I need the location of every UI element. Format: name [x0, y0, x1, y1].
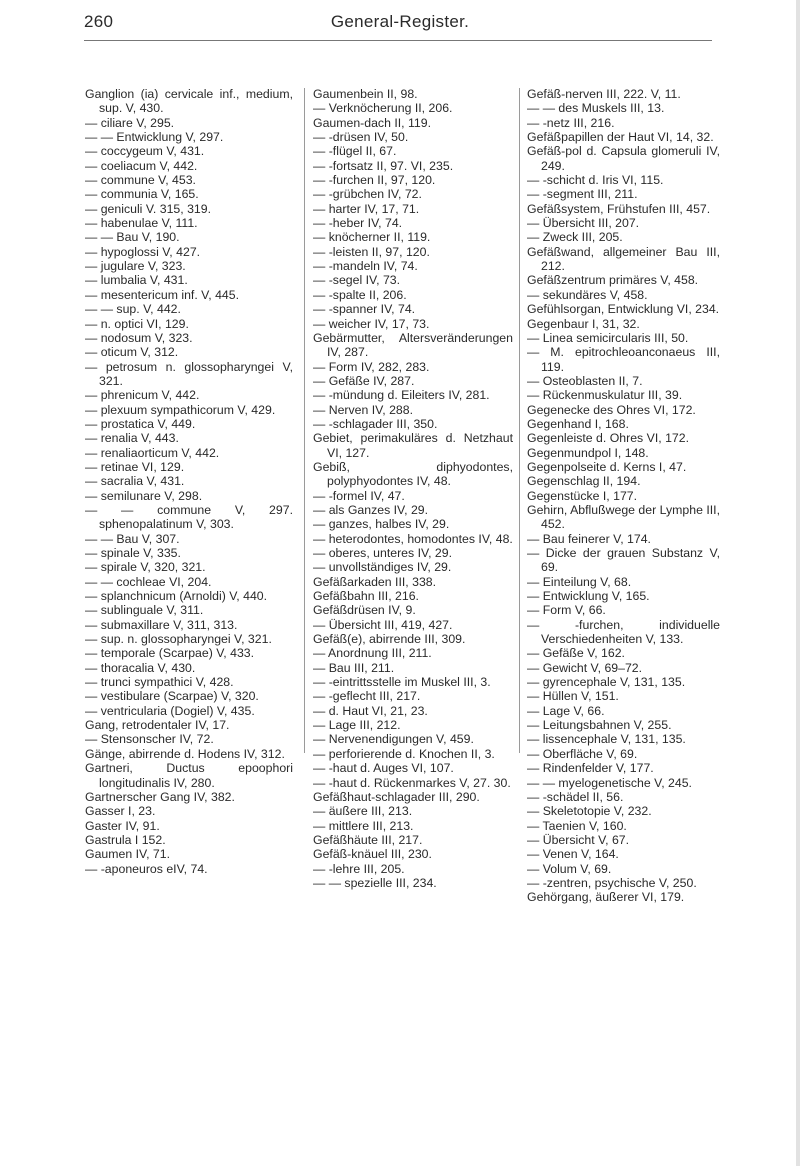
index-entry: — Venen V, 164.	[527, 847, 619, 862]
index-entry: — perforierende d. Knochen II, 3.	[313, 746, 495, 761]
index-entry: — renaliaorticum V, 442.	[85, 445, 220, 460]
index-entry: — Zweck III, 205.	[527, 230, 623, 245]
index-entry: Gefäß-nerven III, 222. V, 11.	[527, 87, 681, 101]
index-entry: — Skeletotopie V, 232.	[527, 804, 652, 819]
index-entry: — coccygeum V, 431.	[85, 144, 205, 159]
index-entry: — harter IV, 17, 71.	[313, 201, 420, 216]
index-entry: — -drüsen IV, 50.	[313, 130, 409, 145]
index-entry: — Volum V, 69.	[527, 861, 612, 876]
index-entry: — Rückenmuskulatur III, 39.	[527, 388, 683, 403]
index-entry: — — Bau V, 307.	[85, 531, 180, 546]
index-entry: — -grübchen IV, 72.	[313, 187, 422, 202]
index-entry: — -formel IV, 47.	[313, 488, 405, 503]
index-entry: — -segel IV, 73.	[313, 273, 401, 288]
index-entry: — unvollständiges IV, 29.	[313, 560, 452, 575]
index-entry: — Leitungsbahnen V, 255.	[527, 718, 672, 733]
index-entry: — -furchen II, 97, 120.	[313, 173, 436, 188]
index-entry: — Bau feinerer V, 174.	[527, 531, 651, 546]
index-column-2	[313, 87, 513, 890]
index-entry: — oticum V, 312.	[85, 345, 179, 360]
index-entry: — hypoglossi V, 427.	[85, 244, 201, 259]
index-entry: — — commune V, 297. sphenopalatinum V, 303.	[85, 502, 293, 532]
index-entry: — sublinguale V, 311.	[85, 603, 204, 618]
index-entry: — temporale (Scarpae) V, 433.	[85, 646, 255, 661]
index-entry: — oberes, unteres IV, 29.	[313, 546, 452, 560]
index-entry: — — Entwicklung V, 297.	[85, 130, 224, 145]
index-entry: — spinale V, 335.	[85, 546, 181, 560]
index-entry: — geniculi V. 315, 319.	[85, 201, 212, 216]
index-entry: — commune V, 453.	[85, 173, 196, 188]
index-entry: Gang, retrodentaler IV, 17.	[85, 718, 230, 733]
index-entry: — -spanner IV, 74.	[313, 302, 416, 317]
index-entry: Gefäßarkaden III, 338.	[313, 574, 437, 589]
index-entry: — -mündung d. Eileiters IV, 281.	[313, 388, 490, 403]
index-entry: — Form IV, 282, 283.	[313, 359, 430, 374]
index-entry: — Oberfläche V, 69.	[527, 746, 638, 761]
index-entry: — weicher IV, 17, 73.	[313, 316, 430, 331]
running-head: General-Register.	[330, 12, 470, 31]
index-entry: Ganglion (ia) cervicale inf., medium, sup. V, 430.	[85, 87, 293, 116]
index-entry: Gefäß(e), abirrende III, 309.	[313, 632, 466, 647]
index-column-3	[527, 87, 720, 905]
index-entry: — -mandeln IV, 74.	[313, 259, 418, 274]
index-entry: — ganzes, halbes IV, 29.	[313, 517, 450, 532]
index-entry: — habenulae V, 111.	[85, 216, 198, 231]
index-entry: — Übersicht V, 67.	[527, 832, 630, 847]
index-entry: — -aponeuros eIV, 74.	[85, 861, 208, 876]
index-entry: — Anordnung III, 211.	[313, 646, 432, 661]
index-entry: Gefäßwand, allgemeiner Bau III, 212.	[527, 244, 720, 274]
index-entry: — ventricularia (Dogiel) V, 435.	[85, 703, 255, 718]
index-entry: Gebiet, perimakuläres d. Netzhaut VI, 127.	[313, 431, 513, 460]
index-entry: — splanchnicum (Arnoldi) V, 440.	[85, 589, 268, 604]
index-entry: — knöcherner II, 119.	[313, 230, 431, 245]
index-entry: Gefäßdrüsen IV, 9.	[313, 603, 416, 618]
index-entry: Gegenleiste d. Ohres VI, 172.	[527, 431, 690, 446]
index-entry: — ciliare V, 295.	[85, 115, 175, 130]
index-entry: — gyrencephale V, 131, 135.	[527, 675, 686, 690]
index-entry: — thoracalia V, 430.	[85, 660, 196, 675]
index-entry: — submaxillare V, 311, 313.	[85, 617, 238, 632]
index-entry: — Nerven IV, 288.	[313, 402, 414, 417]
index-entry: — n. optici VI, 129.	[85, 316, 189, 331]
index-entry: — — des Muskels III, 13.	[527, 101, 665, 116]
index-entry: Gaumen-dach II, 119.	[313, 115, 432, 130]
index-entry: — — cochleae VI, 204.	[85, 574, 212, 589]
index-entry: Gefäßzentrum primäres V, 458.	[527, 273, 699, 288]
index-column-1	[85, 87, 293, 876]
index-entry: Gänge, abirrende d. Hodens IV, 312.	[85, 746, 285, 761]
index-entry: Gefühlsorgan, Entwicklung VI, 234.	[527, 302, 720, 317]
index-entry: — -spalte II, 206.	[313, 287, 407, 302]
index-entry: — Übersicht III, 419, 427.	[313, 617, 453, 632]
index-entry: — Gewicht V, 69–72.	[527, 660, 643, 675]
index-entry: — -haut d. Auges VI, 107.	[313, 761, 454, 776]
index-entry: — -geflecht III, 217.	[313, 689, 421, 704]
index-entry: — -schlagader III, 350.	[313, 416, 438, 431]
index-entry: — Verknöcherung II, 206.	[313, 101, 453, 116]
index-entry: — Lage III, 212.	[313, 718, 401, 733]
index-entry: — — spezielle III, 234.	[313, 875, 437, 890]
index-entry: — sekundäres V, 458.	[527, 287, 648, 302]
index-entry: — sacralia V, 431.	[85, 474, 185, 489]
index-entry: — — myelogenetische V, 245.	[527, 775, 692, 790]
page-number: 260	[84, 12, 114, 31]
index-entry: Gefäß-knäuel III, 230.	[313, 847, 432, 862]
index-entry: — — Bau V, 190.	[85, 230, 180, 245]
index-entry: — mesentericum inf. V, 445.	[85, 287, 240, 302]
index-entry: — d. Haut VI, 21, 23.	[313, 703, 428, 718]
index-entry: — communia V, 165.	[85, 187, 199, 202]
index-entry: — mittlere III, 213.	[313, 818, 414, 833]
index-entry: Gegenschlag II, 194.	[527, 474, 641, 489]
index-entry: Gefäßbahn III, 216.	[313, 589, 419, 604]
index-entry: — Rindenfelder V, 177.	[527, 761, 654, 776]
index-entry: — -zentren, psychische V, 250.	[527, 875, 697, 890]
index-entry: Gegenmundpol I, 148.	[527, 445, 649, 460]
index-entry: Gehirn, Abflußwege der Lymphe III, 452.	[527, 502, 720, 532]
header-rule	[84, 40, 712, 41]
index-entry: — -eintrittsstelle im Muskel III, 3.	[313, 675, 491, 690]
index-entry: — semilunare V, 298.	[85, 488, 203, 503]
index-entry: — -schicht d. Iris VI, 115.	[527, 173, 664, 188]
index-entry: Gaster IV, 91.	[85, 818, 160, 833]
index-entry: Gartnerscher Gang IV, 382.	[85, 789, 235, 804]
index-entry: — prostatica V, 449.	[85, 416, 196, 431]
index-entry: Gaumen IV, 71.	[85, 847, 170, 862]
index-entry: Gefäßhaut-schlagader III, 290.	[313, 789, 480, 804]
index-entry: — -segment III, 211.	[527, 187, 638, 202]
index-entry: — -netz III, 216.	[527, 115, 615, 130]
index-entry: — nodosum V, 323.	[85, 330, 193, 345]
index-entry: — Einteilung V, 68.	[527, 574, 632, 589]
index-entry: — -fortsatz II, 97. VI, 235.	[313, 158, 454, 173]
index-entry: Gegenstücke I, 177.	[527, 488, 638, 503]
column-divider	[519, 88, 520, 753]
index-entry: Gehörgang, äußerer VI, 179.	[527, 890, 685, 905]
index-entry: Gegenecke des Ohres VI, 172.	[527, 402, 696, 417]
index-entry: — lumbalia V, 431.	[85, 273, 188, 288]
index-entry: — Nervenendigungen V, 459.	[313, 732, 474, 747]
column-divider	[304, 88, 305, 753]
index-entry: — Stensonscher IV, 72.	[85, 732, 214, 747]
index-entry: — Form V, 66.	[527, 603, 606, 618]
index-entry: — petrosum n. glossopharyngei V, 321.	[85, 359, 293, 388]
index-entry: — Linea semicircularis III, 50.	[527, 330, 689, 345]
index-entry: — spirale V, 320, 321.	[85, 560, 206, 575]
index-entry: Gegenbaur I, 31, 32.	[527, 316, 640, 331]
index-entry: Gefäßhäute III, 217.	[313, 832, 423, 847]
index-entry: — -flügel II, 67.	[313, 144, 397, 159]
index-entry: — renalia V, 443.	[85, 431, 179, 446]
index-entry: — als Ganzes IV, 29.	[313, 502, 429, 517]
index-entry: Gegenhand I, 168.	[527, 416, 629, 431]
index-entry: — heterodontes, homodontes IV, 48.	[313, 531, 513, 546]
index-entry: Gaumenbein II, 98.	[313, 87, 418, 101]
index-entry: — trunci sympathici V, 428.	[85, 675, 234, 690]
index-entry: — äußere III, 213.	[313, 804, 413, 819]
index-entry: — -haut d. Rückenmarkes V, 27. 30.	[313, 775, 511, 790]
index-entry: — Taenien V, 160.	[527, 818, 627, 833]
index-entry: — -furchen, individuelle Verschiedenheiten V, 133.	[527, 617, 720, 647]
index-entry: — Bau III, 211.	[313, 660, 395, 675]
page-edge	[796, 0, 800, 1166]
index-entry: — phrenicum V, 442.	[85, 388, 200, 403]
index-entry: — jugulare V, 323.	[85, 259, 186, 274]
index-entry: — Dicke der grauen Substanz V, 69.	[527, 546, 720, 575]
index-entry: — sup. n. glossopharyngei V, 321.	[85, 632, 272, 647]
index-entry: Gebiß, diphyodontes, polyphyodontes IV, 48.	[313, 459, 513, 489]
index-entry: — — sup. V, 442.	[85, 302, 181, 317]
index-entry: — Entwicklung V, 165.	[527, 589, 650, 604]
index-entry: — Osteoblasten II, 7.	[527, 373, 643, 388]
index-entry: — vestibulare (Scarpae) V, 320.	[85, 689, 259, 704]
index-entry: — lissencephale V, 131, 135.	[527, 732, 686, 747]
index-entry: — plexuum sympathicorum V, 429.	[85, 402, 276, 417]
index-entry: — Lage V, 66.	[527, 703, 605, 718]
index-entry: — M. epitrochleoanconaeus III, 119.	[527, 345, 720, 374]
index-entry: — -heber IV, 74.	[313, 216, 403, 231]
index-entry: Gefäßpapillen der Haut VI, 14, 32.	[527, 130, 714, 145]
index-entry: — Gefäße IV, 287.	[313, 373, 415, 388]
index-entry: Gefäßsystem, Frühstufen III, 457.	[527, 201, 711, 216]
index-entry: — Hüllen V, 151.	[527, 689, 619, 704]
index-entry: — retinae VI, 129.	[85, 459, 185, 474]
index-entry: Gastrula I 152.	[85, 832, 166, 847]
index-entry: Gasser I, 23.	[85, 804, 156, 819]
index-entry: — -leisten II, 97, 120.	[313, 244, 430, 259]
index-entry: — -lehre III, 205.	[313, 861, 405, 876]
index-entry: Gebärmutter, Altersveränderungen IV, 287.	[313, 330, 513, 360]
index-entry: Gegenpolseite d. Kerns I, 47.	[527, 459, 687, 474]
index-entry: — -schädel II, 56.	[527, 789, 624, 804]
index-entry: — Gefäße V, 162.	[527, 646, 625, 661]
index-entry: Gartneri, Ductus epoophori longitudinalis IV, 280.	[85, 761, 293, 790]
index-entry: — Übersicht III, 207.	[527, 216, 640, 231]
index-entry: — coeliacum V, 442.	[85, 158, 198, 173]
index-entry: Gefäß-pol d. Capsula glomeruli IV, 249.	[527, 144, 720, 173]
